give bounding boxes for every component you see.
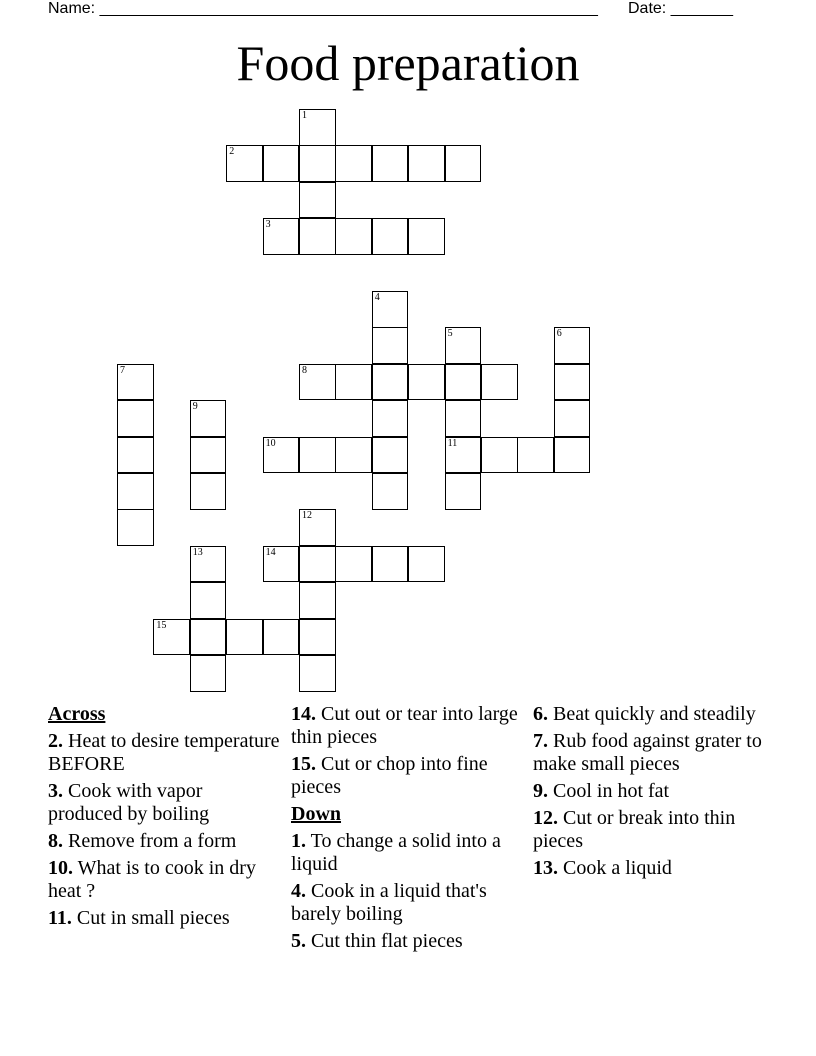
cell-number: 13 (192, 546, 203, 558)
clue-item (533, 703, 765, 726)
page-title: Food preparation (236, 35, 580, 91)
grid-cell[interactable] (190, 619, 227, 656)
grid-cell[interactable] (263, 145, 300, 182)
grid-cell[interactable] (153, 619, 190, 656)
clue-item (291, 830, 523, 876)
grid-cell[interactable] (372, 291, 409, 328)
clue-text: Cut in small pieces (76, 907, 230, 929)
clue-number: 6. (533, 703, 548, 725)
clue-text: Cook a liquid (563, 857, 672, 879)
clues-column-1 (48, 703, 280, 934)
grid-cell[interactable] (517, 437, 554, 474)
clue-text: Cut thin flat pieces (311, 930, 463, 952)
clue-item (291, 753, 523, 799)
grid-cell[interactable] (299, 655, 336, 692)
grid-cell[interactable] (408, 145, 445, 182)
grid-cell[interactable] (117, 509, 154, 546)
grid-cell[interactable] (335, 546, 372, 583)
clue-item (533, 857, 765, 880)
clue-text: What is to cook in dry heat ? (48, 857, 256, 902)
grid-cell[interactable] (263, 619, 300, 656)
grid-cell[interactable] (372, 364, 409, 401)
clue-number: 8. (48, 830, 63, 852)
clue-text: Cut out or tear into large thin pieces (291, 703, 518, 748)
cell-number: 3 (265, 219, 271, 231)
grid-cell[interactable] (263, 437, 300, 474)
clue-number: 3. (48, 780, 63, 802)
clue-item (48, 780, 280, 826)
clue-text: To change a solid into a liquid (291, 830, 501, 875)
cell-number: 4 (374, 292, 380, 303)
grid-cell[interactable] (190, 546, 227, 583)
across-heading: Across (48, 703, 106, 725)
clue-text: Cook with vapor produced by boiling (48, 780, 210, 825)
clue-item (533, 730, 765, 776)
cell-number: 11 (447, 437, 458, 449)
cell-number: 14 (265, 546, 276, 558)
cell-number: 15 (156, 619, 167, 631)
grid-cell[interactable] (117, 473, 154, 510)
grid-cell[interactable] (445, 437, 482, 474)
clue-number: 10. (48, 857, 73, 879)
clue-number: 9. (533, 780, 548, 802)
grid-cell[interactable] (445, 145, 482, 182)
grid-cell[interactable] (190, 582, 227, 619)
clue-item (291, 703, 523, 749)
clue-text: Cut or chop into fine pieces (291, 753, 488, 798)
clue-number: 15. (291, 753, 316, 775)
clue-item (48, 730, 280, 776)
name-field-label: Name: ________________________________________________________ (48, 0, 598, 17)
clue-number: 11. (48, 907, 72, 929)
grid-cell[interactable] (445, 327, 482, 364)
grid-cell[interactable] (226, 619, 263, 656)
grid-cell[interactable] (445, 400, 482, 437)
clue-text: Cool in hot fat (553, 780, 670, 802)
grid-cell[interactable] (554, 364, 591, 401)
grid-cell[interactable] (554, 437, 591, 474)
cell-number: 5 (447, 328, 453, 340)
clue-text: Remove from a form (68, 830, 237, 852)
grid-cell[interactable] (408, 218, 445, 255)
grid-cell[interactable] (190, 473, 227, 510)
clue-text: Rub food against grater to make small pieces (533, 730, 762, 775)
cell-number: 2 (229, 146, 235, 158)
grid-cell[interactable] (445, 473, 482, 510)
date-field-label: Date: _______ (628, 0, 733, 17)
grid-cell[interactable] (299, 182, 336, 219)
clue-number: 5. (291, 930, 306, 952)
clues-column-2 (291, 703, 523, 957)
grid-cell[interactable] (299, 509, 336, 546)
grid-cell[interactable] (335, 364, 372, 401)
grid-cell[interactable] (299, 619, 336, 656)
grid-cell[interactable] (299, 546, 336, 583)
clue-text: Cook in a liquid that's barely boiling (291, 880, 487, 925)
grid-cell[interactable] (299, 364, 336, 401)
cell-number: 12 (302, 510, 312, 522)
clues-column-3 (533, 703, 765, 884)
grid-cell[interactable] (299, 109, 336, 146)
cell-number: 8 (302, 364, 307, 376)
grid-cell[interactable] (481, 437, 518, 474)
grid-cell[interactable] (263, 218, 300, 255)
cell-number: 1 (302, 110, 307, 121)
grid-cell[interactable] (190, 400, 227, 437)
grid-cell[interactable] (299, 582, 336, 619)
grid-cell[interactable] (554, 327, 591, 364)
grid-cell[interactable] (372, 473, 409, 510)
cell-number: 7 (120, 364, 125, 376)
clue-number: 14. (291, 703, 316, 725)
grid-cell[interactable] (190, 437, 227, 474)
cell-number: 10 (265, 437, 276, 449)
grid-cell[interactable] (372, 327, 409, 364)
grid-cell[interactable] (408, 546, 445, 583)
grid-cell[interactable] (445, 364, 482, 401)
clue-number: 12. (533, 807, 558, 829)
grid-cell[interactable] (117, 364, 154, 401)
clue-number: 1. (291, 830, 306, 852)
cell-number: 6 (556, 328, 562, 340)
grid-cell[interactable] (335, 218, 372, 255)
grid-cell[interactable] (372, 437, 409, 474)
clue-item (533, 807, 765, 853)
clue-number: 2. (48, 730, 63, 752)
clue-number: 4. (291, 880, 306, 902)
grid-cell[interactable] (481, 364, 518, 401)
clue-item (48, 830, 280, 853)
clue-number: 7. (533, 730, 548, 752)
grid-cell[interactable] (299, 145, 336, 182)
grid-cell[interactable] (372, 218, 409, 255)
clue-item (291, 930, 523, 953)
clue-item (48, 907, 280, 930)
grid-cell[interactable] (372, 145, 409, 182)
grid-cell[interactable] (299, 437, 336, 474)
clue-number: 13. (533, 857, 558, 879)
grid-cell[interactable] (408, 364, 445, 401)
grid-cell[interactable] (372, 546, 409, 583)
clue-item (533, 780, 765, 803)
clue-item (291, 880, 523, 926)
grid-cell[interactable] (335, 145, 372, 182)
clue-text: Cut or break into thin pieces (533, 807, 736, 852)
grid-cell[interactable] (372, 400, 409, 437)
grid-cell[interactable] (226, 145, 263, 182)
down-heading: Down (291, 803, 342, 825)
grid-cell[interactable] (263, 546, 300, 583)
clue-text: Beat quickly and steadily (553, 703, 756, 725)
grid-cell[interactable] (117, 437, 154, 474)
grid-cell[interactable] (117, 400, 154, 437)
cell-number: 9 (192, 401, 198, 413)
grid-cell[interactable] (554, 400, 591, 437)
clue-text: Heat to desire temperature BEFORE (48, 730, 280, 775)
clue-item (48, 857, 280, 903)
grid-cell[interactable] (335, 437, 372, 474)
grid-cell[interactable] (190, 655, 227, 692)
grid-cell[interactable] (299, 218, 336, 255)
